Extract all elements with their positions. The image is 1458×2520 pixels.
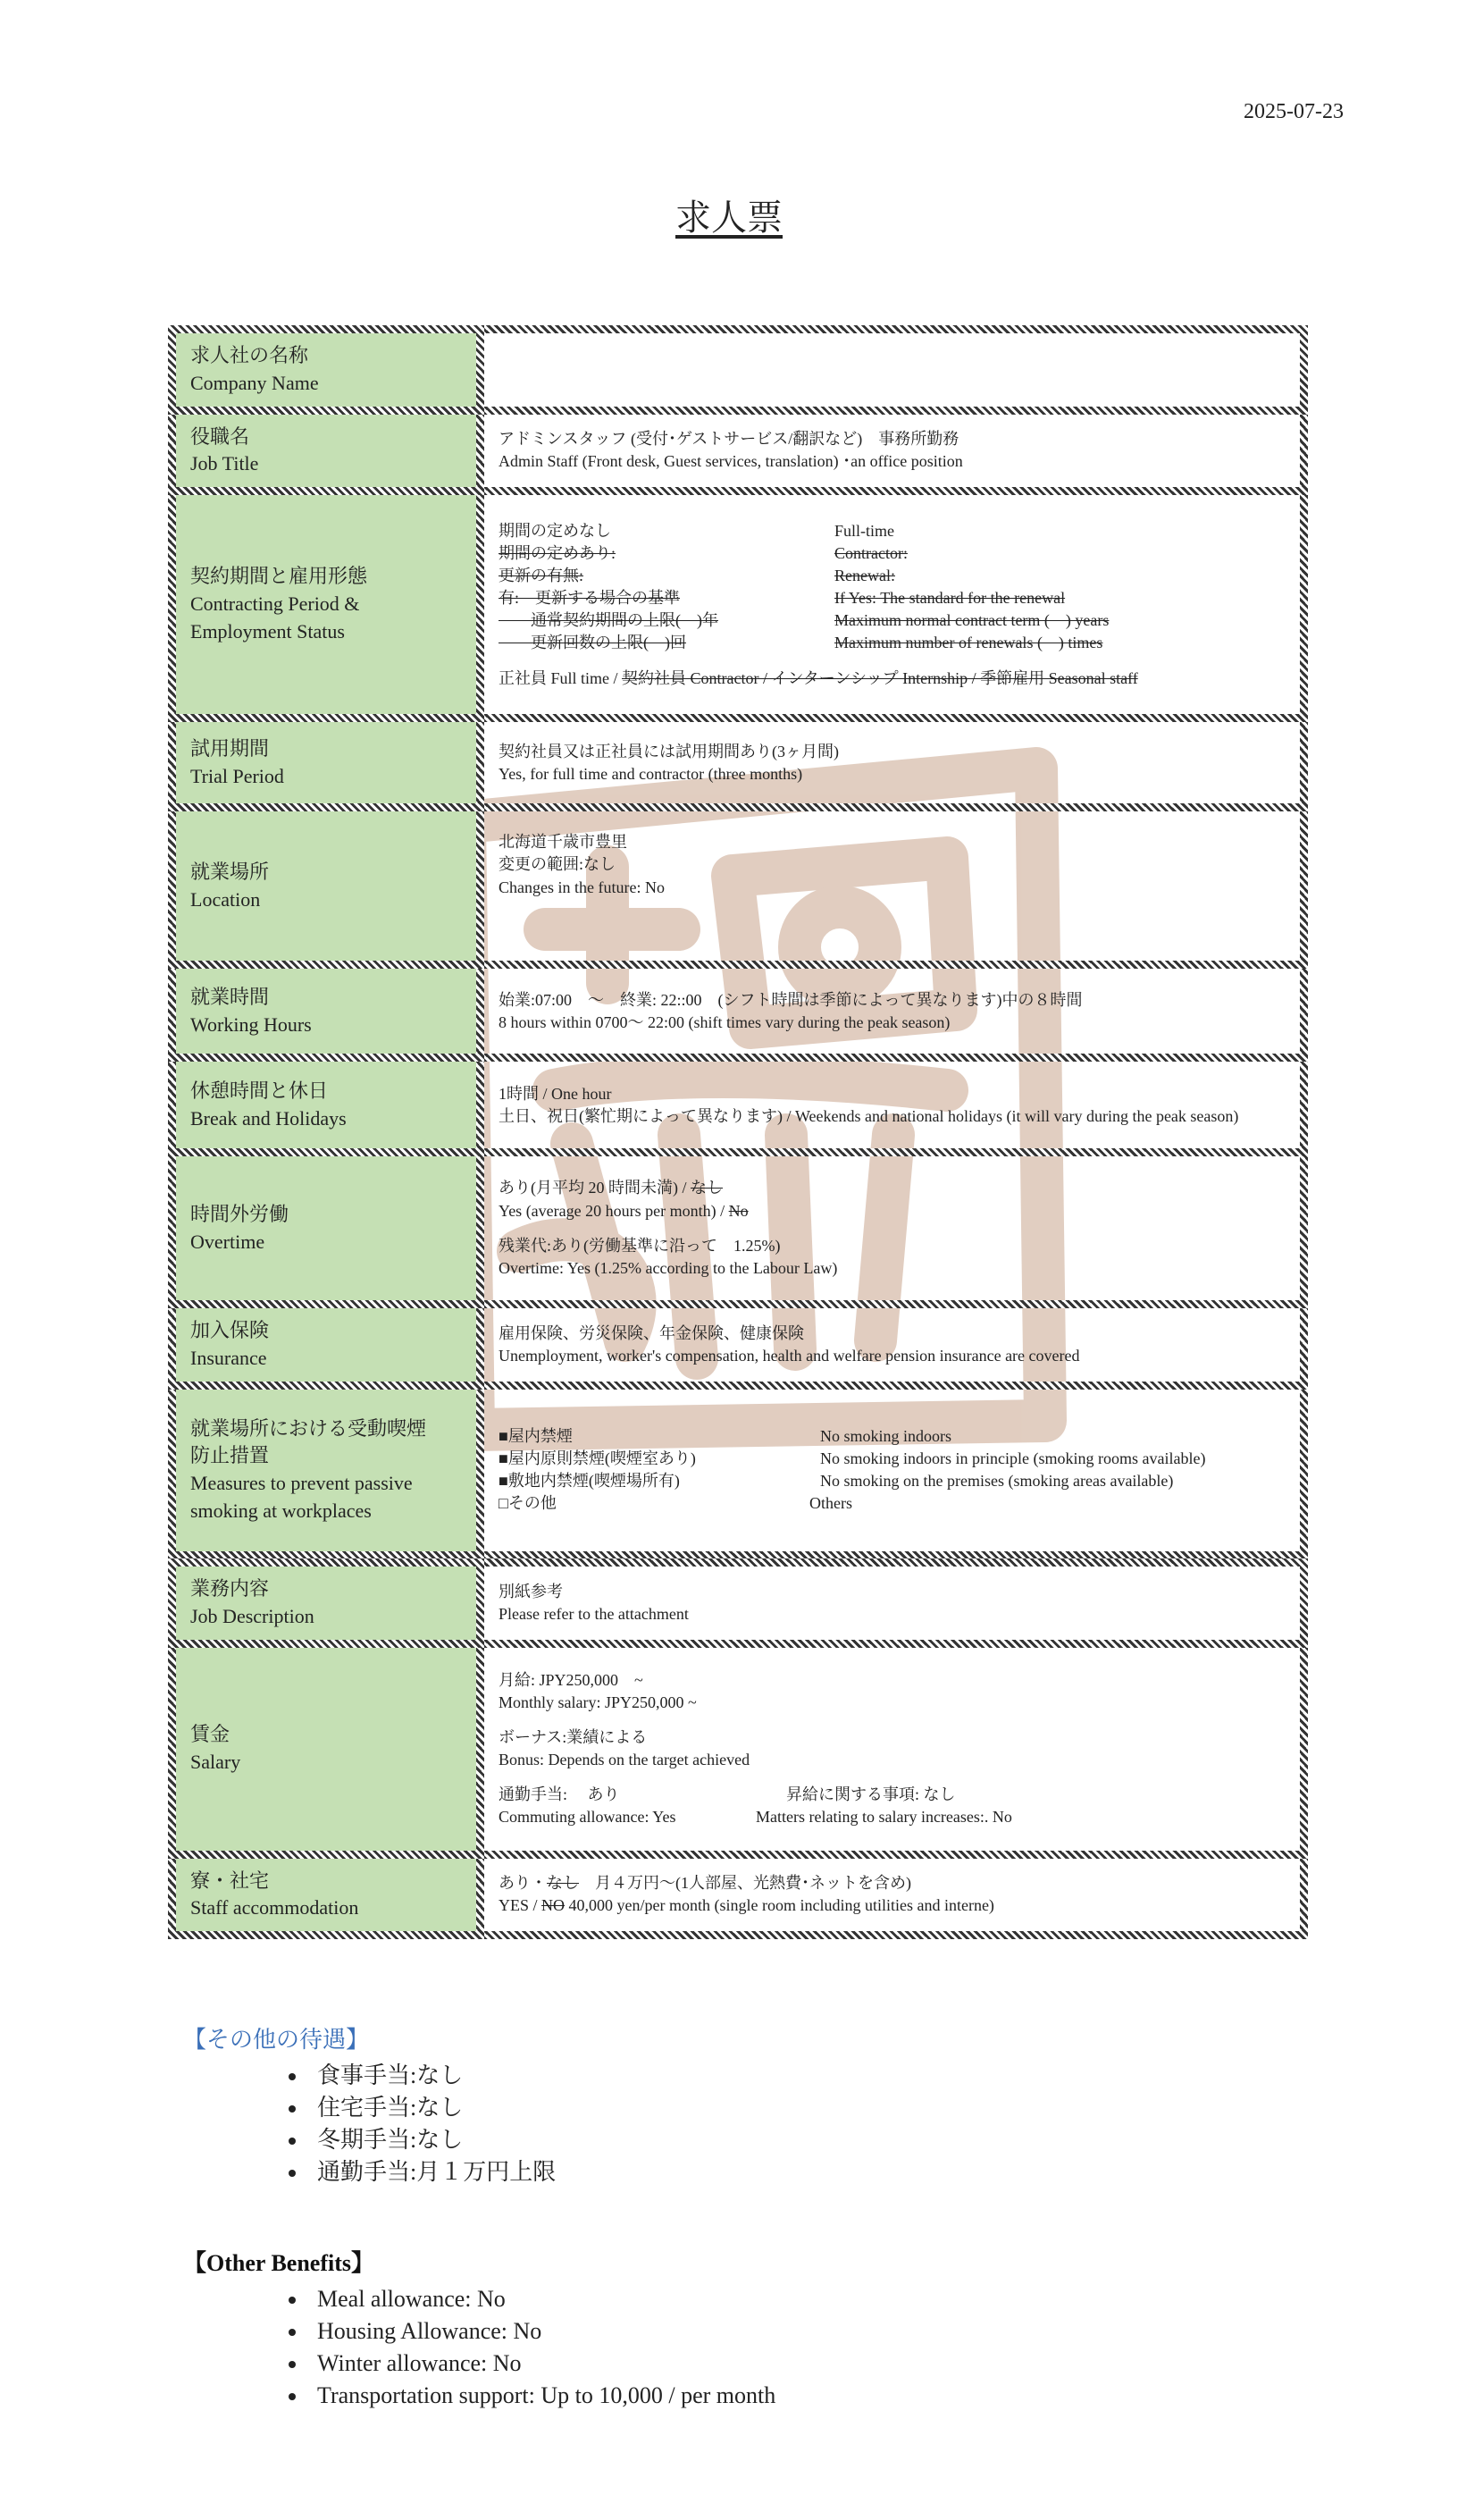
- contract-option: 更新の有無: Renewal:: [499, 566, 895, 584]
- accommodation-value: [484, 1859, 1308, 1940]
- label-cell: [168, 1390, 484, 1559]
- label-en: Break and Holidays: [190, 1106, 347, 1130]
- label-en: smoking at workplaces: [190, 1499, 372, 1523]
- label-jp: 契約期間と雇用形態: [190, 565, 368, 588]
- label-cell: [168, 722, 484, 811]
- smoking-option: ■屋内禁煙 No smoking indoors: [499, 1426, 952, 1445]
- value-line: Yes (average 20 hours per month) / No: [499, 1201, 749, 1220]
- value-line: 始業:07:00 ～ 終業: 22::00 (シフト時間は季節によって異なります)中の８時間: [499, 990, 1083, 1009]
- value-line: 1時間 / One hour: [499, 1084, 612, 1103]
- row-overtime: [168, 1156, 1308, 1308]
- list-item: • Meal allowance: No: [308, 2283, 775, 2315]
- value-line: アドミンスタッフ (受付･ゲストサービス/翻訳など) 事務所勤務: [499, 430, 959, 449]
- label-cell: [168, 1648, 484, 1859]
- row-trial: [168, 722, 1308, 811]
- label-jp: 防止措置: [190, 1444, 270, 1467]
- label-cell: [168, 495, 484, 722]
- value-line: Overtime: Yes (1.25% according to the Labour Law): [499, 1258, 838, 1277]
- employment-status: 正社員 Full time / 契約社員 Contractor / インターンシップ Internship / 季節雇用 Seasonal staff: [499, 668, 1138, 687]
- label-en: Job Title: [190, 452, 259, 475]
- row-hours: [168, 969, 1308, 1062]
- value-line: 雇用保険、労災保険、年金保険、健康保険: [499, 1323, 804, 1342]
- row-break: [168, 1062, 1308, 1156]
- page-title: 求人票: [675, 197, 783, 238]
- row-contract: [168, 495, 1308, 722]
- company-value: [484, 325, 1308, 415]
- label-jp: 賃金: [190, 1723, 230, 1746]
- contract-value: [484, 495, 1308, 722]
- value-line: 残業代:あり(労働基準に沿って 1.25%): [499, 1236, 781, 1255]
- value-line: 別紙参考: [499, 1582, 563, 1600]
- contract-option: 通常契約期間の上限( )年 Maximum normal contract term ( ) years: [499, 611, 1110, 630]
- label-jp: 試用期間: [190, 736, 270, 760]
- row-job-title: [168, 415, 1308, 496]
- label-jp: 加入保険: [190, 1319, 270, 1342]
- list-item: • 住宅手当:なし: [308, 2092, 556, 2124]
- section-heading: 【その他の待遇】: [183, 2027, 370, 2053]
- label-en: Company Name: [190, 371, 319, 394]
- value-line: 土日、祝日(繁忙期によって異なります) / Weekends and national holidays (it will vary during the peak season): [499, 1106, 1239, 1125]
- list-item: • 食事手当:なし: [308, 2060, 556, 2092]
- label-en: Contracting Period &: [190, 592, 360, 616]
- label-en: Overtime: [190, 1230, 265, 1253]
- row-insurance: [168, 1308, 1308, 1390]
- contract-option: 期間の定めあり: Contractor:: [499, 543, 908, 562]
- label-cell: [168, 1156, 484, 1308]
- label-cell: [168, 969, 484, 1062]
- value-line: Commuting allowance: Yes Matters relating to salary increases:. No: [499, 1808, 1012, 1827]
- value-line: Changes in the future: No: [499, 878, 665, 896]
- value-line: Unemployment, worker's compensation, health and welfare pension insurance are covered: [499, 1346, 1080, 1365]
- label-jp: 就業場所: [190, 860, 270, 883]
- label-cell: [168, 1558, 484, 1648]
- list-item: • 冬期手当:なし: [308, 2124, 556, 2156]
- label-jp: 寮・社宅: [190, 1869, 270, 1892]
- smoking-option: □その他 Others: [499, 1494, 852, 1513]
- row-location: [168, 811, 1308, 969]
- other-benefits-en: [183, 2245, 775, 2412]
- list-item: • Transportation support: Up to 10,000 / per month: [308, 2380, 775, 2412]
- label-en: Working Hours: [190, 1012, 312, 1036]
- list-item: • 通勤手当:月１万円上限: [308, 2156, 556, 2188]
- document-date: 2025-07-23: [1244, 100, 1344, 123]
- label-jp: 役職名: [190, 424, 250, 448]
- label-jp: 求人社の名称: [190, 344, 309, 366]
- label-cell: [168, 811, 484, 969]
- break-value: [484, 1062, 1308, 1156]
- label-cell: [168, 1308, 484, 1390]
- insurance-value: [484, 1308, 1308, 1390]
- label-en: Salary: [190, 1751, 241, 1774]
- salary-value: [484, 1648, 1308, 1859]
- label-jp: 就業時間: [190, 985, 270, 1008]
- row-company: [168, 325, 1308, 415]
- label-en: Insurance: [190, 1346, 267, 1369]
- value-line: YES / NO 40,000 yen/per month (single room including utilities and interne): [499, 1896, 994, 1915]
- value-line: あり・なし 月４万円～(1人部屋、光熱費･ネットを含め): [499, 1874, 911, 1893]
- smoking-option: ■屋内原則禁煙(喫煙室あり) No smoking indoors in principle (smoking rooms available): [499, 1449, 1206, 1468]
- value-line: Yes, for full time and contractor (three months): [499, 764, 803, 783]
- section-heading: 【Other Benefits】: [183, 2250, 374, 2276]
- benefit-list: [183, 2283, 775, 2412]
- label-cell: [168, 1859, 484, 1940]
- label-jp: 就業場所における受動喫煙: [190, 1416, 427, 1440]
- label-en: Job Description: [190, 1604, 314, 1627]
- label-jp: 時間外労働: [190, 1202, 289, 1225]
- trial-value: [484, 722, 1308, 811]
- job-table-secondary: [168, 1558, 1308, 1939]
- value-line: Bonus: Depends on the target achieved: [499, 1751, 750, 1769]
- value-line: Monthly salary: JPY250,000 ~: [499, 1693, 697, 1711]
- contract-option: 有: 更新する場合の基準 If Yes: The standard for the renewal: [499, 589, 1066, 608]
- label-cell: [168, 1062, 484, 1156]
- label-jp: 休憩時間と休日: [190, 1079, 329, 1102]
- label-en: Location: [190, 887, 261, 911]
- value-line: ボーナス:業績による: [499, 1727, 648, 1746]
- overtime-value: [484, 1156, 1308, 1308]
- value-line: 8 hours within 0700～ 22:00 (shift times vary during the peak season): [499, 1012, 951, 1031]
- list-item: • Winter allowance: No: [308, 2348, 775, 2380]
- smoking-option: ■敷地内禁煙(喫煙場所有) No smoking on the premises (smoking areas available): [499, 1472, 1174, 1491]
- label-en: Employment Status: [190, 620, 345, 643]
- benefit-list: [183, 2060, 556, 2188]
- label-en: Measures to prevent passive: [190, 1472, 413, 1495]
- value-line: 変更の範囲:なし: [499, 855, 616, 874]
- value-line: Admin Staff (Front desk, Guest services, translation) ･an office position: [499, 452, 963, 471]
- value-line: あり(月平均 20 時間未満) / なし: [499, 1179, 723, 1197]
- row-smoking: [168, 1390, 1308, 1559]
- label-en: Staff accommodation: [190, 1896, 359, 1919]
- other-benefits-jp: [183, 2021, 556, 2188]
- row-salary: [168, 1648, 1308, 1859]
- value-line: Please refer to the attachment: [499, 1604, 689, 1623]
- value-line: 通勤手当: あり 昇給に関する事項: なし: [499, 1785, 956, 1804]
- hours-value: [484, 969, 1308, 1062]
- label-jp: 業務内容: [190, 1577, 270, 1600]
- label-cell: [168, 325, 484, 415]
- list-item: • Housing Allowance: No: [308, 2315, 775, 2348]
- row-accommodation: [168, 1859, 1308, 1940]
- job-description-value: [484, 1558, 1308, 1648]
- value-line: 月給: JPY250,000 ~: [499, 1670, 643, 1689]
- smoking-value: [484, 1390, 1308, 1559]
- job-title-value: [484, 415, 1308, 496]
- row-job-description: [168, 1558, 1308, 1648]
- location-value: [484, 811, 1308, 969]
- value-line: 契約社員又は正社員には試用期間あり(3ヶ月間): [499, 742, 839, 760]
- job-table-main: [168, 325, 1308, 1559]
- value-line: 北海道千歳市豊里: [499, 833, 627, 852]
- contract-option: 期間の定めなし Full-time: [499, 521, 894, 540]
- contract-option: 更新回数の上限( )回 Maximum number of renewals ( ) times: [499, 634, 1103, 652]
- label-en: Trial Period: [190, 764, 284, 787]
- label-cell: [168, 415, 484, 496]
